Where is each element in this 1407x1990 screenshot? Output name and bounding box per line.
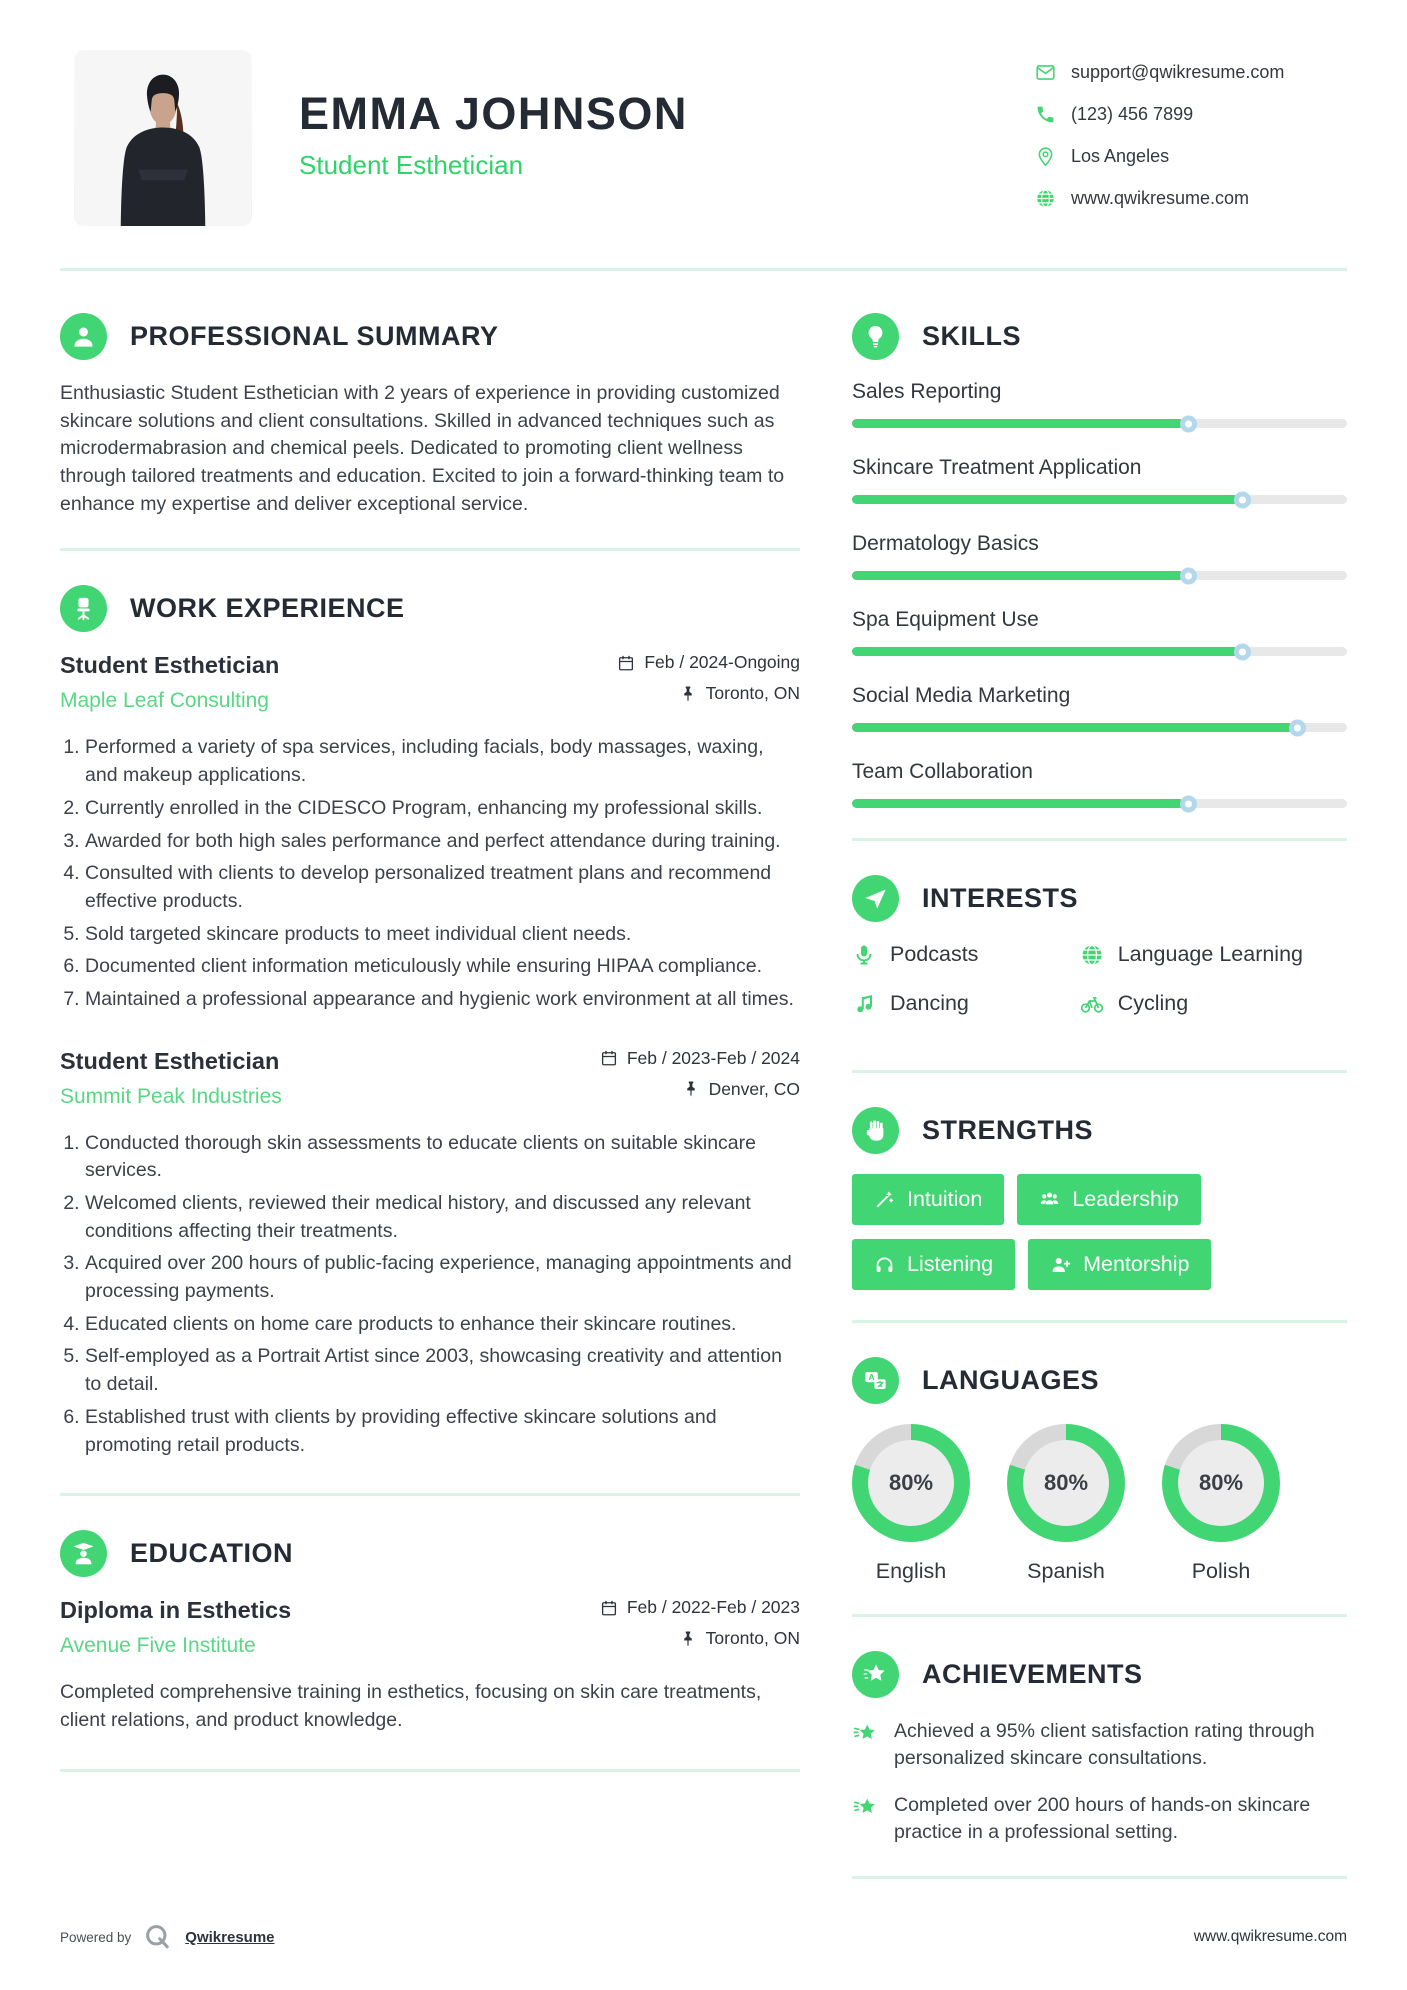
job-bullet: 7. Maintained a professional appearance and hygienic work environment at all times. <box>85 986 800 1014</box>
graduate-icon <box>60 1530 107 1577</box>
contact-website[interactable] <box>1035 188 1347 209</box>
people-group-icon <box>1039 1189 1060 1210</box>
skill-slider <box>852 799 1347 808</box>
job-dates: Feb / 2024-Ongoing <box>617 652 800 673</box>
job-entry-2 <box>60 1048 800 1460</box>
skill-slider <box>852 723 1347 732</box>
skill-slider-handle <box>1234 643 1251 660</box>
skill-label: Spa Equipment Use <box>852 608 1039 631</box>
contact-email[interactable] <box>1035 62 1347 83</box>
job-bullet: 5. Self-employed as a Portrait Artist since 2003, showcasing creativity and attention to detail. <box>85 1343 800 1398</box>
contact-phone-text: (123) 456 7899 <box>1071 104 1194 124</box>
mail-icon <box>1035 62 1056 83</box>
left-divider-1 <box>60 548 800 551</box>
section-heading-interests <box>852 875 1347 922</box>
language-polish <box>1162 1424 1280 1584</box>
language-percent: 80% <box>888 1470 934 1495</box>
headphones-icon <box>874 1254 895 1275</box>
skill-label: Social Media Marketing <box>852 684 1071 707</box>
skill-item <box>852 380 1347 428</box>
contact-website-text: www.qwikresume.com <box>1071 188 1250 208</box>
strengths-heading: STRENGTHS <box>922 1115 1094 1145</box>
achievement-item <box>852 1718 1347 1773</box>
page-footer <box>60 1922 1347 1952</box>
microphone-icon <box>852 943 876 967</box>
job-company: Summit Peak Industries <box>60 1084 282 1108</box>
job-bullet: 2. Currently enrolled in the CIDESCO Program, enhancing my professional skills. <box>85 795 800 823</box>
skill-slider <box>852 571 1347 580</box>
language-progress-ring <box>852 1424 970 1542</box>
section-heading-education <box>60 1530 800 1577</box>
person-title: Student Esthetician <box>299 150 524 180</box>
contact-email-text: support@qwikresume.com <box>1071 62 1285 82</box>
right-divider-2 <box>852 1070 1347 1073</box>
powered-by-label: Powered by <box>60 1929 132 1945</box>
job-bullet: 3. Awarded for both high sales performance and perfect attendance during training. <box>85 828 800 856</box>
pushpin-icon <box>679 685 697 703</box>
strengths-row-2 <box>852 1239 1347 1290</box>
job-entry-1 <box>60 652 800 1013</box>
summary-text: Enthusiastic Student Esthetician with 2 years of experience in providing customized skincare solutions and client consultations. Skilled in advanced techniques such as microdermabrasion and chemical peels. Dedicated to promoting client wellness through tailored treatments and education. Excited to join a forward-thinking team to enhance my expertise and deliver exceptional service. <box>60 382 785 515</box>
right-divider-5 <box>852 1876 1347 1879</box>
calendar-icon <box>617 654 635 672</box>
job-location: Toronto, ON <box>617 683 800 704</box>
skill-label: Sales Reporting <box>852 380 1002 403</box>
skill-slider <box>852 647 1347 656</box>
skill-slider-handle <box>1180 567 1197 584</box>
svg-text:A: A <box>868 1372 875 1383</box>
achievements-heading: ACHIEVEMENTS <box>922 1659 1143 1689</box>
job-bullet: 1. Performed a variety of spa services, including facials, body massages, waxing, and makeup applications. <box>85 734 800 789</box>
job-bullet: 3. Acquired over 200 hours of public-facing experience, managing appointments and processing payments. <box>85 1250 800 1305</box>
summary-heading: PROFESSIONAL SUMMARY <box>130 321 499 351</box>
job-bullet: 5. Sold targeted skincare products to meet individual client needs. <box>85 921 800 949</box>
language-name: English <box>875 1559 947 1583</box>
resume-header <box>60 50 1347 230</box>
education-location: Toronto, ON <box>600 1628 800 1649</box>
language-progress-ring <box>1162 1424 1280 1542</box>
translate-icon <box>852 1357 899 1404</box>
globe-icon <box>1035 188 1056 209</box>
fist-icon <box>852 1107 899 1154</box>
degree-title: Diploma in Esthetics <box>60 1597 292 1624</box>
contact-block <box>1035 62 1347 230</box>
job-bullets <box>60 734 800 1013</box>
job-title: Student Esthetician <box>60 1047 280 1074</box>
skill-slider-fill <box>852 799 1184 808</box>
calendar-icon <box>600 1049 618 1067</box>
interest-language-learning: Language Learning <box>1080 942 1347 967</box>
languages-row <box>852 1424 1347 1584</box>
music-note-icon <box>852 992 876 1016</box>
header-divider <box>60 268 1347 271</box>
education-dates: Feb / 2022-Feb / 2023 <box>600 1597 800 1618</box>
job-bullet: 1. Conducted thorough skin assessments to educate clients on suitable skincare services. <box>85 1130 800 1185</box>
interest-podcasts: Podcasts <box>852 942 1080 967</box>
job-bullet: 2. Welcomed clients, reviewed their medical history, and discussed any relevant conditions affecting their treatments. <box>85 1190 800 1245</box>
footer-website-link[interactable]: www.qwikresume.com <box>1193 1928 1347 1945</box>
pushpin-icon <box>682 1080 700 1098</box>
contact-phone <box>1035 104 1347 125</box>
interests-grid <box>852 942 1347 1040</box>
job-title: Student Esthetician <box>60 652 280 679</box>
globe-icon <box>1080 943 1104 967</box>
profile-photo <box>74 50 252 226</box>
skill-label: Skincare Treatment Application <box>852 456 1142 479</box>
job-bullet: 6. Established trust with clients by providing effective skincare solutions and promoting retail products. <box>85 1404 800 1459</box>
job-dates: Feb / 2023-Feb / 2024 <box>600 1048 800 1069</box>
achievements-list <box>852 1718 1347 1846</box>
skill-slider-handle <box>1180 415 1197 432</box>
strength-intuition: Intuition <box>852 1174 1004 1225</box>
achievement-item <box>852 1792 1347 1847</box>
achievement-text: Achieved a 95% client satisfaction rating through personalized skincare consultations. <box>894 1720 1315 1770</box>
skill-item <box>852 608 1347 656</box>
skill-label: Dermatology Basics <box>852 532 1039 555</box>
interest-dancing: Dancing <box>852 991 1080 1016</box>
bicycle-icon <box>1080 992 1104 1016</box>
skill-slider-fill <box>852 571 1184 580</box>
skills-list <box>852 380 1347 808</box>
job-company: Maple Leaf Consulting <box>60 689 269 713</box>
skill-slider-handle <box>1180 795 1197 812</box>
section-heading-skills <box>852 313 1347 360</box>
skill-slider-fill <box>852 495 1238 504</box>
skill-item <box>852 456 1347 504</box>
achievement-text: Completed over 200 hours of hands-on skincare practice in a professional setting. <box>894 1793 1311 1843</box>
skill-slider-fill <box>852 419 1184 428</box>
strength-mentorship: Mentorship <box>1028 1239 1211 1290</box>
person-name: EMMA JOHNSON <box>299 88 688 139</box>
language-english <box>852 1424 970 1584</box>
pushpin-icon <box>679 1630 697 1648</box>
strength-listening: Listening <box>852 1239 1015 1290</box>
person-plus-icon <box>1050 1254 1071 1275</box>
translate-glyph <box>862 1367 889 1394</box>
lightbulb-icon <box>852 313 899 360</box>
right-divider-4 <box>852 1614 1347 1617</box>
section-heading-achievements <box>852 1651 1347 1698</box>
skill-slider <box>852 495 1347 504</box>
profile-photo-silhouette <box>74 50 252 226</box>
section-heading-strengths <box>852 1107 1347 1154</box>
strength-leadership: Leadership <box>1017 1174 1200 1225</box>
phone-icon <box>1035 104 1056 125</box>
strengths-row-1 <box>852 1174 1347 1225</box>
language-name: Polish <box>1191 1559 1251 1583</box>
school-name: Avenue Five Institute <box>60 1634 256 1658</box>
star-icon <box>852 1651 899 1698</box>
skill-slider <box>852 419 1347 428</box>
interest-cycling: Cycling <box>1080 991 1347 1016</box>
skill-slider-handle <box>1234 491 1251 508</box>
interests-heading: INTERESTS <box>922 883 1079 913</box>
right-column <box>852 313 1347 1913</box>
contact-location <box>1035 146 1347 167</box>
skill-slider-handle <box>1289 719 1306 736</box>
magic-wand-icon <box>874 1189 895 1210</box>
job-bullet: 6. Documented client information meticulously while ensuring HIPAA compliance. <box>85 953 800 981</box>
language-percent: 80% <box>1198 1470 1244 1495</box>
job-location: Denver, CO <box>600 1079 800 1100</box>
skill-item <box>852 760 1347 808</box>
left-divider-3 <box>60 1769 800 1772</box>
qwikresume-brand-link[interactable]: Qwikresume <box>185 1928 275 1946</box>
skill-slider-fill <box>852 723 1293 732</box>
job-bullet: 4. Consulted with clients to develop personalized treatment plans and recommend effective products. <box>85 860 800 915</box>
office-chair-icon <box>60 585 107 632</box>
skill-item <box>852 532 1347 580</box>
name-block <box>299 88 688 181</box>
skills-heading: SKILLS <box>922 321 1022 351</box>
shooting-star-icon <box>852 1720 879 1747</box>
language-name: Spanish <box>1027 1559 1105 1583</box>
work-heading: WORK EXPERIENCE <box>130 593 405 624</box>
education-text: Completed comprehensive training in esthetics, focusing on skin care treatments, client relations, and product knowledge. <box>60 1681 762 1731</box>
section-heading-summary <box>60 313 800 360</box>
left-column <box>60 313 800 1913</box>
shooting-star-icon <box>852 1794 879 1821</box>
right-divider-3 <box>852 1320 1347 1323</box>
job-bullet: 4. Educated clients on home care products to enhance their skincare routines. <box>85 1311 800 1339</box>
education-entry <box>60 1597 800 1734</box>
skill-slider-fill <box>852 647 1238 656</box>
calendar-icon <box>600 1599 618 1617</box>
languages-heading: LANGUAGES <box>922 1365 1100 1395</box>
skill-item <box>852 684 1347 732</box>
job-bullets <box>60 1130 800 1460</box>
section-heading-languages <box>852 1357 1347 1404</box>
education-heading: EDUCATION <box>130 1538 293 1569</box>
location-pin-icon <box>1035 146 1056 167</box>
language-percent: 80% <box>1043 1470 1089 1495</box>
left-divider-2 <box>60 1493 800 1496</box>
language-progress-ring <box>1007 1424 1125 1542</box>
person-icon <box>60 313 107 360</box>
skill-label: Team Collaboration <box>852 760 1033 783</box>
language-spanish <box>1007 1424 1125 1584</box>
qwikresume-logo-icon <box>143 1922 173 1952</box>
section-heading-work <box>60 585 800 632</box>
right-divider-1 <box>852 838 1347 841</box>
paper-plane-icon <box>852 875 899 922</box>
contact-location-text: Los Angeles <box>1071 146 1170 166</box>
